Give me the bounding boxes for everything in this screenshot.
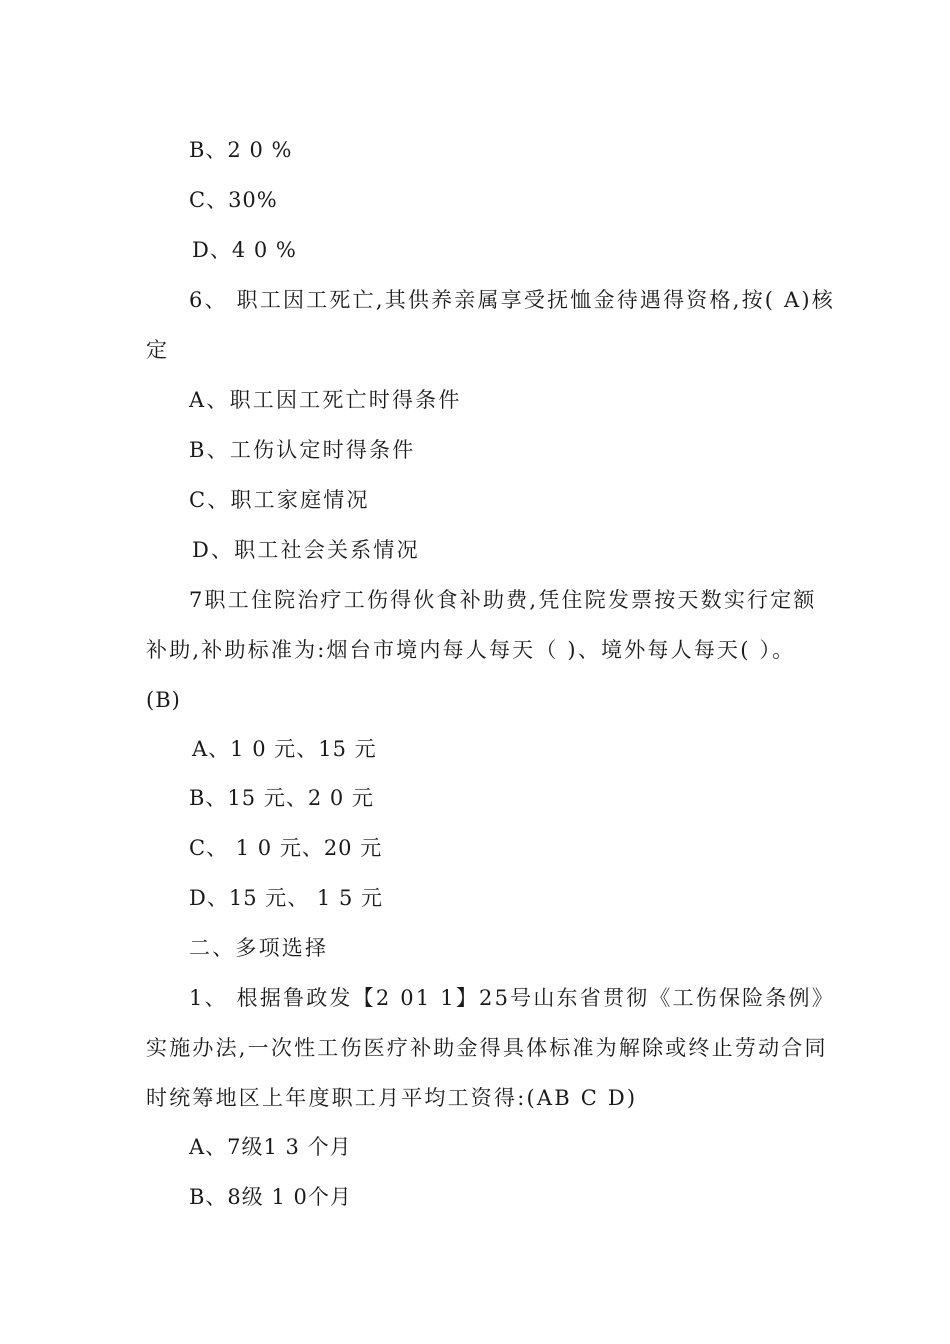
mc-question-1-line-2: 实施办法,一次性工伤医疗补助金得具体标准为解除或终止劳动合同 bbox=[146, 1036, 828, 1060]
section-heading-multiple-choice: 二、多项选择 bbox=[189, 936, 329, 960]
question-6-line-1: 6、 职工因工死亡,其供养亲属享受抚恤金待遇得资格,按( A)核 bbox=[189, 288, 836, 312]
mc-question-1-line-1: 1、 根据鲁政发【2 01 1】25号山东省贯彻《工伤保险条例》 bbox=[189, 986, 835, 1010]
mc-question-1-option-a: A、7级1 3 个月 bbox=[189, 1135, 352, 1159]
mc-question-1-line-3: 时统筹地区上年度职工月平均工资得:(AB C D) bbox=[146, 1086, 638, 1110]
question-7-option-a: A、1 0 元、15 元 bbox=[192, 737, 377, 761]
mc-question-1-option-b: B、8级 1 0个月 bbox=[189, 1185, 352, 1209]
question-6-line-2: 定 bbox=[146, 338, 168, 362]
question-6-option-d: D、职工社会关系情况 bbox=[192, 538, 420, 562]
option-c-line: C、30% bbox=[189, 188, 278, 212]
question-7-option-d: D、15 元、 1 5 元 bbox=[189, 886, 383, 910]
question-7-line-2: 补助,补助标准为:烟台市境内每人每天（ )、境外每人每天( ）。 bbox=[146, 638, 796, 662]
question-6-option-a: A、职工因工死亡时得条件 bbox=[189, 388, 462, 412]
question-7-option-b: B、15 元、2 0 元 bbox=[189, 786, 374, 810]
question-6-option-b: B、工伤认定时得条件 bbox=[189, 438, 416, 462]
question-6-option-c: C、职工家庭情况 bbox=[189, 488, 370, 512]
question-7-answer: (B) bbox=[146, 688, 181, 712]
option-d-line: D、4 0 % bbox=[192, 238, 297, 262]
question-7-option-c: C、 1 0 元、20 元 bbox=[189, 836, 383, 860]
question-7-line-1: 7职工住院治疗工伤得伙食补助费,凭住院发票按天数实行定额 bbox=[189, 588, 817, 612]
option-b-line: B、2 0 % bbox=[189, 138, 293, 162]
